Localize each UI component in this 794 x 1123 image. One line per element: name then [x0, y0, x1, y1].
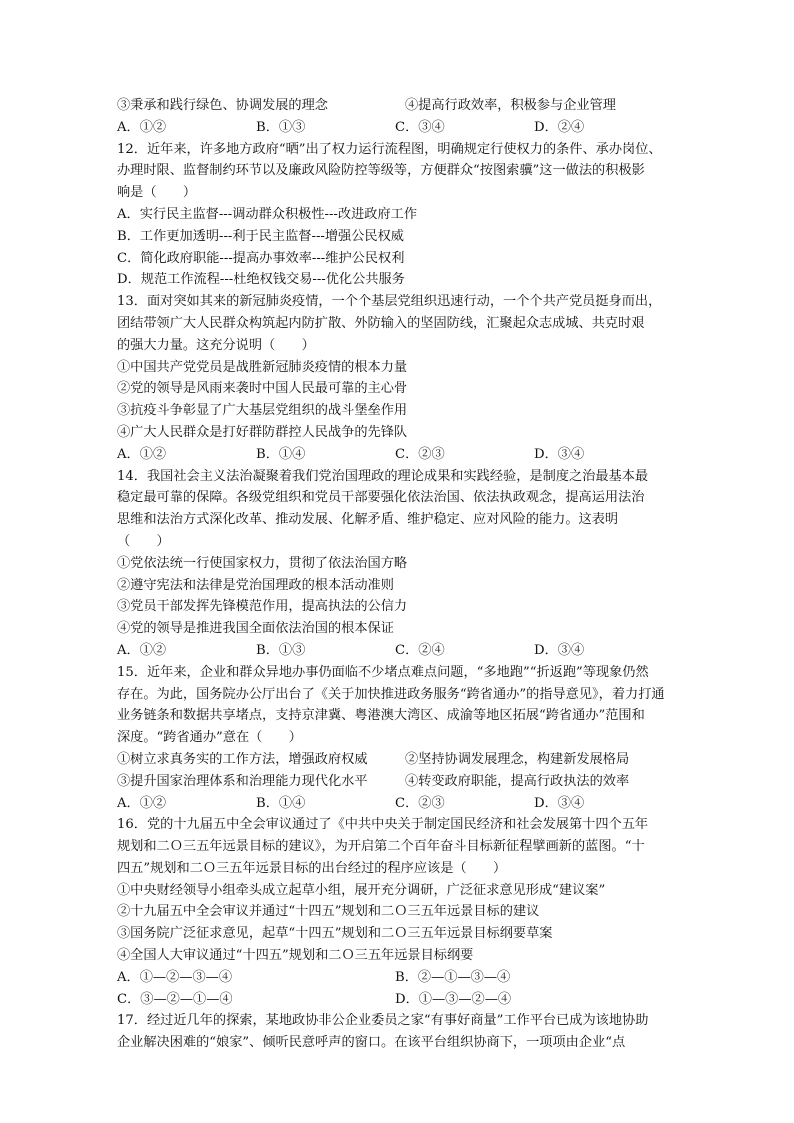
q12-stem-line: 办理时限、监督制约环节以及廉政风险防控等级等，方便群众“按图索骥”这一做法的积极影 [117, 163, 645, 179]
q14-option-d: D．③④ [534, 642, 585, 658]
q11-items [117, 95, 682, 117]
q15-item-4: ④转变政府职能，提高行政执法的效率 [405, 773, 630, 789]
q16-option-d: D．①—③—②—④ [395, 991, 512, 1007]
q16-options-row [117, 967, 682, 989]
q15-options [117, 793, 682, 815]
q13-stem-line: 团结带领广大人民群众构筑起内防扩散、外防输入的坚固防线，汇聚起众志成城、共克时艰 [117, 315, 645, 331]
q14-stem-line: 14．我国社会主义法治凝聚着我们党治国理政的理论成果和实践经验，是制度之治最基本最 [117, 468, 649, 484]
q14-option-a: A．①② [117, 642, 167, 658]
q13-option-a: A．①② [117, 446, 167, 462]
q14-item-1: ①党依法统一行使国家权力，贯彻了依法治国方略 [117, 555, 408, 571]
q15-option-d: D．③④ [534, 795, 585, 811]
q13-item-3: ③抗疫斗争彰显了广大基层党组织的战斗堡垒作用 [117, 403, 408, 419]
q13-item-2: ②党的领导是风雨来袭时中国人民最可靠的主心骨 [117, 381, 408, 397]
q16-option-c: C．③—②—①—④ [117, 991, 233, 1007]
q15-stem-line: 存在。为此，国务院办公厅出台了《关于加快推进政务服务“跨省通办”的指导意见》，着力打通 [117, 686, 665, 702]
q15-option-b: B．①④ [256, 795, 306, 811]
q17-stem-line: 企业解决困难的“娘家”、倾听民意呼声的窗口。在该平台组织协商下，一项项由企业“点 [117, 1035, 626, 1051]
q15-stem-line: 业务链条和数据共享堵点，支持京津冀、粤港澳大湾区、成渝等地区拓展“跨省通办”范围和 [117, 708, 645, 724]
q16-options-row [117, 989, 682, 1011]
q11-option-d: D．②④ [534, 119, 585, 135]
q15-items-row [117, 771, 682, 793]
q12-stem-line: 响是（ ） [117, 185, 197, 201]
q11-item-4: ④提高行政效率，积极参与企业管理 [405, 98, 616, 113]
q11-option-c: C．③④ [395, 119, 445, 135]
q15-option-c: C．②③ [395, 795, 445, 811]
q11-options [117, 117, 682, 139]
q14-stem-line: 思维和法治方式深化改革、推动发展、化解矛盾、维护稳定、应对风险的能力。这表明 [117, 512, 619, 528]
q16-option-b: B．②—①—③—④ [395, 969, 511, 985]
q14-option-b: B．①③ [256, 642, 306, 658]
q13-option-d: D．③④ [534, 446, 585, 462]
q17-stem-line: 17．经过近几年的探索，某地政协非公企业委员之家“有事好商量”工作平台已成为该地协助 [117, 1013, 649, 1029]
q13-stem-line: 13．面对突如其来的新冠肺炎疫情，一个个基层党组织迅速行动，一个个共产党员挺身而出， [117, 294, 662, 310]
q11-item-3: ③秉承和践行绿色、协调发展的理念 [117, 98, 328, 113]
q15-option-a: A．①② [117, 795, 167, 811]
q16-item-2: ②十九届五中全会审议并通过“十四五”规划和二Ｏ三五年远景目标的建议 [117, 904, 540, 920]
q12-option-b: B．工作更加透明---利于民主监督---增强公民权威 [117, 228, 404, 244]
q14-option-c: C．②④ [395, 642, 445, 658]
q13-item-1: ①中国共产党党员是战胜新冠肺炎疫情的根本力量 [117, 359, 408, 375]
q11-option-b: B．①③ [256, 119, 306, 135]
q12-stem-line: 12．近年来，许多地方政府“晒”出了权力运行流程图，明确规定行使权力的条件、承办岗位、 [117, 141, 662, 157]
q15-stem-line: 15．近年来，企业和群众异地办事仍面临不少堵点难点问题，“多地跑”“折返跑”等现象仍然 [117, 664, 649, 680]
q16-stem-line: 规划和二Ｏ三五年远景目标的建议》，为开启第二个百年奋斗目标新征程擘画新的蓝图。“十 [117, 839, 645, 855]
q12-option-a: A．实行民主监督---调动群众积极性---改进政府工作 [117, 206, 418, 222]
q13-item-4: ④广大人民群众是打好群防群控人民战争的先锋队 [117, 424, 408, 440]
q12-option-c: C．简化政府职能---提高办事效率---维护公民权利 [117, 250, 405, 266]
q15-items-row [117, 749, 682, 771]
q15-item-3: ③提升国家治理体系和治理能力现代化水平 [117, 773, 368, 789]
q13-stem-line: 的强大力量。这充分说明（ ） [117, 337, 315, 353]
q14-item-2: ②遵守宪法和法律是党治国理政的根本活动准则 [117, 577, 394, 593]
q13-option-b: B．①④ [256, 446, 306, 462]
q16-item-1: ①中央财经领导小组牵头成立起草小组，展开充分调研，广泛征求意见形成“建议案” [117, 882, 606, 898]
q14-options [117, 640, 682, 662]
q13-options [117, 444, 682, 466]
q16-stem-line: 四五”规划和二Ｏ三五年远景目标的出台经过的程序应该是（ ） [117, 860, 507, 876]
q14-item-3: ③党员干部发挥先锋模范作用，提高执法的公信力 [117, 599, 408, 615]
exam-page [117, 95, 682, 1054]
q16-option-a: A．①—②—③—④ [117, 969, 233, 985]
q16-item-4: ④全国人大审议通过“十四五”规划和二Ｏ三五年远景目标纲要 [117, 948, 474, 964]
q15-item-2: ②坚持协调发展理念，构建新发展格局 [405, 751, 630, 767]
q14-item-4: ④党的领导是推进我国全面依法治国的根本保证 [117, 621, 394, 637]
q16-stem-line: 16．党的十九届五中全会审议通过了《中共中央关于制定国民经济和社会发展第十四个五年 [117, 817, 649, 833]
q16-item-3: ③国务院广泛征求意见，起草“十四五”规划和二Ｏ三五年远景目标纲要草案 [117, 926, 553, 942]
q14-stem-line: 稳定最可靠的保障。各级党组织和党员干部要强化依法治国、依法执政观念，提高运用法治 [117, 490, 645, 506]
q12-option-d: D．规范工作流程---杜绝权钱交易---优化公共服务 [117, 272, 405, 288]
q15-item-1: ①树立求真务实的工作方法，增强政府权威 [117, 751, 368, 767]
q13-option-c: C．②③ [395, 446, 445, 462]
q11-option-a: A．①② [117, 119, 167, 135]
q15-stem-line: 深度。“跨省通办”意在（ ） [117, 730, 302, 746]
q14-stem-line: （ ） [117, 533, 170, 549]
